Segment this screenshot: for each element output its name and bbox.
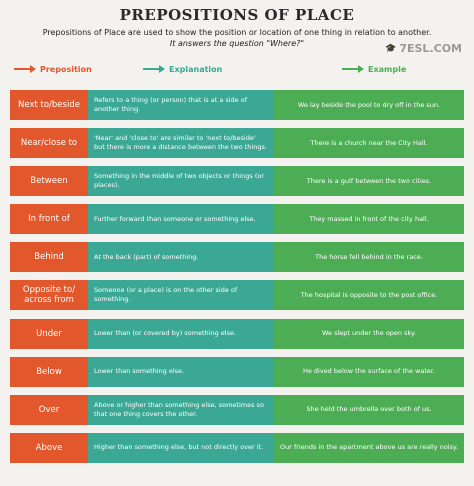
- arrow-right-icon: [143, 65, 165, 73]
- graduation-cap-icon: 🎓: [385, 43, 397, 54]
- subtitle-line-1: Prepositions of Place are used to show the position or location of one thing in relation to another.: [42, 28, 432, 37]
- site-logo: [385, 42, 462, 55]
- explanation-cell: Someone (or a place) is on the other side of something.: [88, 280, 274, 310]
- table-row: [10, 128, 464, 158]
- header-preposition-label: Preposition: [40, 64, 92, 74]
- example-cell: They massed in front of the city hall.: [274, 204, 464, 234]
- example-cell: Our friends in the apartment above us are really noisy.: [274, 433, 464, 463]
- table-row: [10, 319, 464, 349]
- explanation-cell: 'Near' and 'close to' are similar to 'next to/beside' but there is more a distance between the two things.: [88, 128, 274, 158]
- arrow-right-icon: [342, 65, 364, 73]
- example-cell: He dived below the surface of the water.: [274, 357, 464, 387]
- preposition-cell: Near/close to: [10, 128, 88, 158]
- table-row: [10, 357, 464, 387]
- explanation-cell: Higher than something else, but not directly over it.: [88, 433, 274, 463]
- table-row: [10, 433, 464, 463]
- explanation-cell: Further forward than someone or something else.: [88, 204, 274, 234]
- header-example: [342, 63, 406, 75]
- explanation-cell: At the back (part) of something.: [88, 242, 274, 272]
- preposition-cell: Below: [10, 357, 88, 387]
- preposition-cell: In front of: [10, 204, 88, 234]
- preposition-cell: Over: [10, 395, 88, 425]
- table-row: [10, 90, 464, 120]
- arrow-right-icon: [14, 65, 36, 73]
- explanation-cell: Something in the middle of two objects or things (or places).: [88, 166, 274, 196]
- example-cell: She held the umbrella over both of us.: [274, 395, 464, 425]
- example-cell: The horse fell behind in the race.: [274, 242, 464, 272]
- example-cell: The hospital is opposite to the post office.: [274, 280, 464, 310]
- example-cell: There is a gulf between the two cities.: [274, 166, 464, 196]
- table-row: [10, 242, 464, 272]
- logo-text: 7ESL.COM: [399, 42, 462, 55]
- table-row: [10, 280, 464, 310]
- header-preposition: [14, 63, 92, 75]
- preposition-cell: Opposite to/ across from: [10, 280, 88, 310]
- preposition-cell: Above: [10, 433, 88, 463]
- prepositions-table: [10, 90, 464, 471]
- header-explanation: [143, 63, 222, 75]
- explanation-cell: Lower than something else.: [88, 357, 274, 387]
- page-title: PREPOSITIONS OF PLACE: [119, 6, 355, 24]
- table-row: [10, 204, 464, 234]
- example-cell: There is a church near the City Hall.: [274, 128, 464, 158]
- example-cell: We slept under the open sky.: [274, 319, 464, 349]
- table-row: [10, 166, 464, 196]
- explanation-cell: Lower than (or covered by) something else.: [88, 319, 274, 349]
- table-row: [10, 395, 464, 425]
- header-example-label: Example: [368, 64, 407, 74]
- preposition-cell: Next to/beside: [10, 90, 88, 120]
- header-explanation-label: Explanation: [169, 64, 223, 74]
- explanation-cell: Refers to a thing (or person) that is at a side of another thing.: [88, 90, 274, 120]
- example-cell: We lay beside the pool to dry off in the sun.: [274, 90, 464, 120]
- preposition-cell: Between: [10, 166, 88, 196]
- preposition-cell: Under: [10, 319, 88, 349]
- preposition-cell: Behind: [10, 242, 88, 272]
- explanation-cell: Above or higher than something else, sometimes so that one thing covers the other.: [88, 395, 274, 425]
- subtitle-line-2: It answers the question "Where?": [169, 39, 305, 48]
